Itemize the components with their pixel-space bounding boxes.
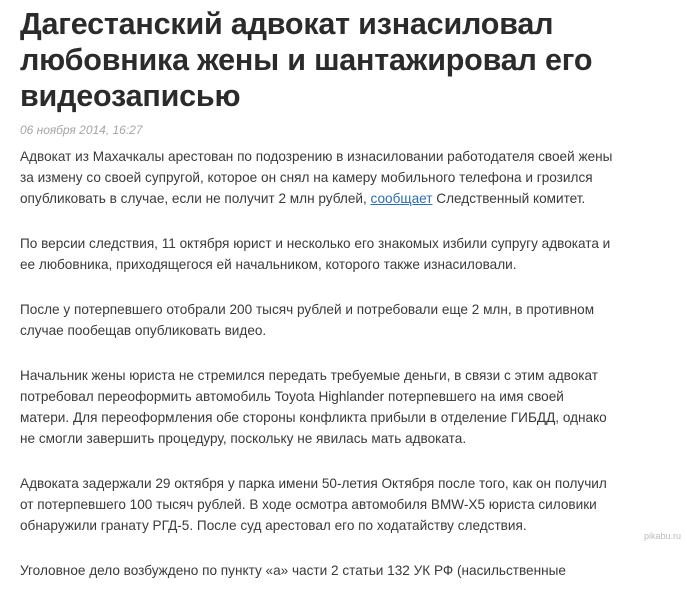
source-link[interactable]: сообщает bbox=[370, 191, 433, 206]
paragraph-5 bbox=[20, 473, 675, 536]
paragraph-line: Уголовное дело возбуждено по пункту «а» части 2 статьи 132 УК РФ (насильственные bbox=[20, 563, 566, 578]
paragraph-line: не смогли завершить процедуру, поскольку не явилась мать адвоката. bbox=[20, 431, 467, 446]
paragraph-line: ее любовника, приходящегося ей начальником, которого также изнасиловали. bbox=[20, 257, 517, 272]
paragraph-line: потребовал переоформить автомобиль Toyota Highlander потерпевшего на имя своей bbox=[20, 389, 564, 404]
paragraph-line: Начальник жены юриста не стремился передать требуемые деньги, в связи с этим адвокат bbox=[20, 368, 598, 383]
paragraph-1 bbox=[20, 146, 675, 209]
paragraph-line: случае пообещав опубликовать видео. bbox=[20, 323, 267, 338]
headline-line: видеозаписью bbox=[20, 79, 241, 113]
paragraph-text: Следственный комитет. bbox=[432, 191, 586, 206]
paragraph-line bbox=[20, 188, 675, 209]
paragraph-6 bbox=[20, 560, 675, 581]
paragraph-text: опубликовать в случае, если не получит 2 млн рублей, bbox=[20, 191, 371, 206]
paragraph-line: обнаружили гранату РГД-5. После суд арестовал его по ходатайству следствия. bbox=[20, 518, 527, 533]
publish-date: 06 ноября 2014, 16:27 bbox=[20, 123, 143, 137]
watermark-text: pikabu.ru bbox=[643, 531, 681, 541]
article bbox=[20, 6, 675, 605]
paragraph-2 bbox=[20, 233, 675, 275]
paragraph-line: за измену со своей супругой, которое он снял на камеру мобильного телефона и грозился bbox=[20, 170, 593, 185]
paragraph-line: от потерпевшего 100 тысяч рублей. В ходе осмотра автомобиля BMW-X5 юриста силовики bbox=[20, 497, 597, 512]
article-headline bbox=[20, 6, 675, 114]
paragraph-line: Адвоката задержали 29 октября у парка имени 50-летия Октября после того, как он получил bbox=[20, 476, 607, 491]
paragraph-4 bbox=[20, 365, 675, 449]
paragraph-3 bbox=[20, 299, 675, 341]
headline-line: любовника жены и шантажировал его bbox=[20, 43, 593, 77]
article-body bbox=[20, 146, 675, 581]
paragraph-line: По версии следствия, 11 октября юрист и несколько его знакомых избили супругу адвоката и bbox=[20, 236, 611, 251]
paragraph-line: матери. Для переоформления обе стороны конфликта прибыли в отделение ГИБДД, однако bbox=[20, 410, 607, 425]
paragraph-line: Адвокат из Махачкалы арестован по подозрению в изнасиловании работодателя своей жены bbox=[20, 149, 613, 164]
headline-line: Дагестанский адвокат изнасиловал bbox=[20, 7, 554, 41]
paragraph-line: После у потерпевшего отобрали 200 тысяч рублей и потребовали еще 2 млн, в противном bbox=[20, 302, 595, 317]
